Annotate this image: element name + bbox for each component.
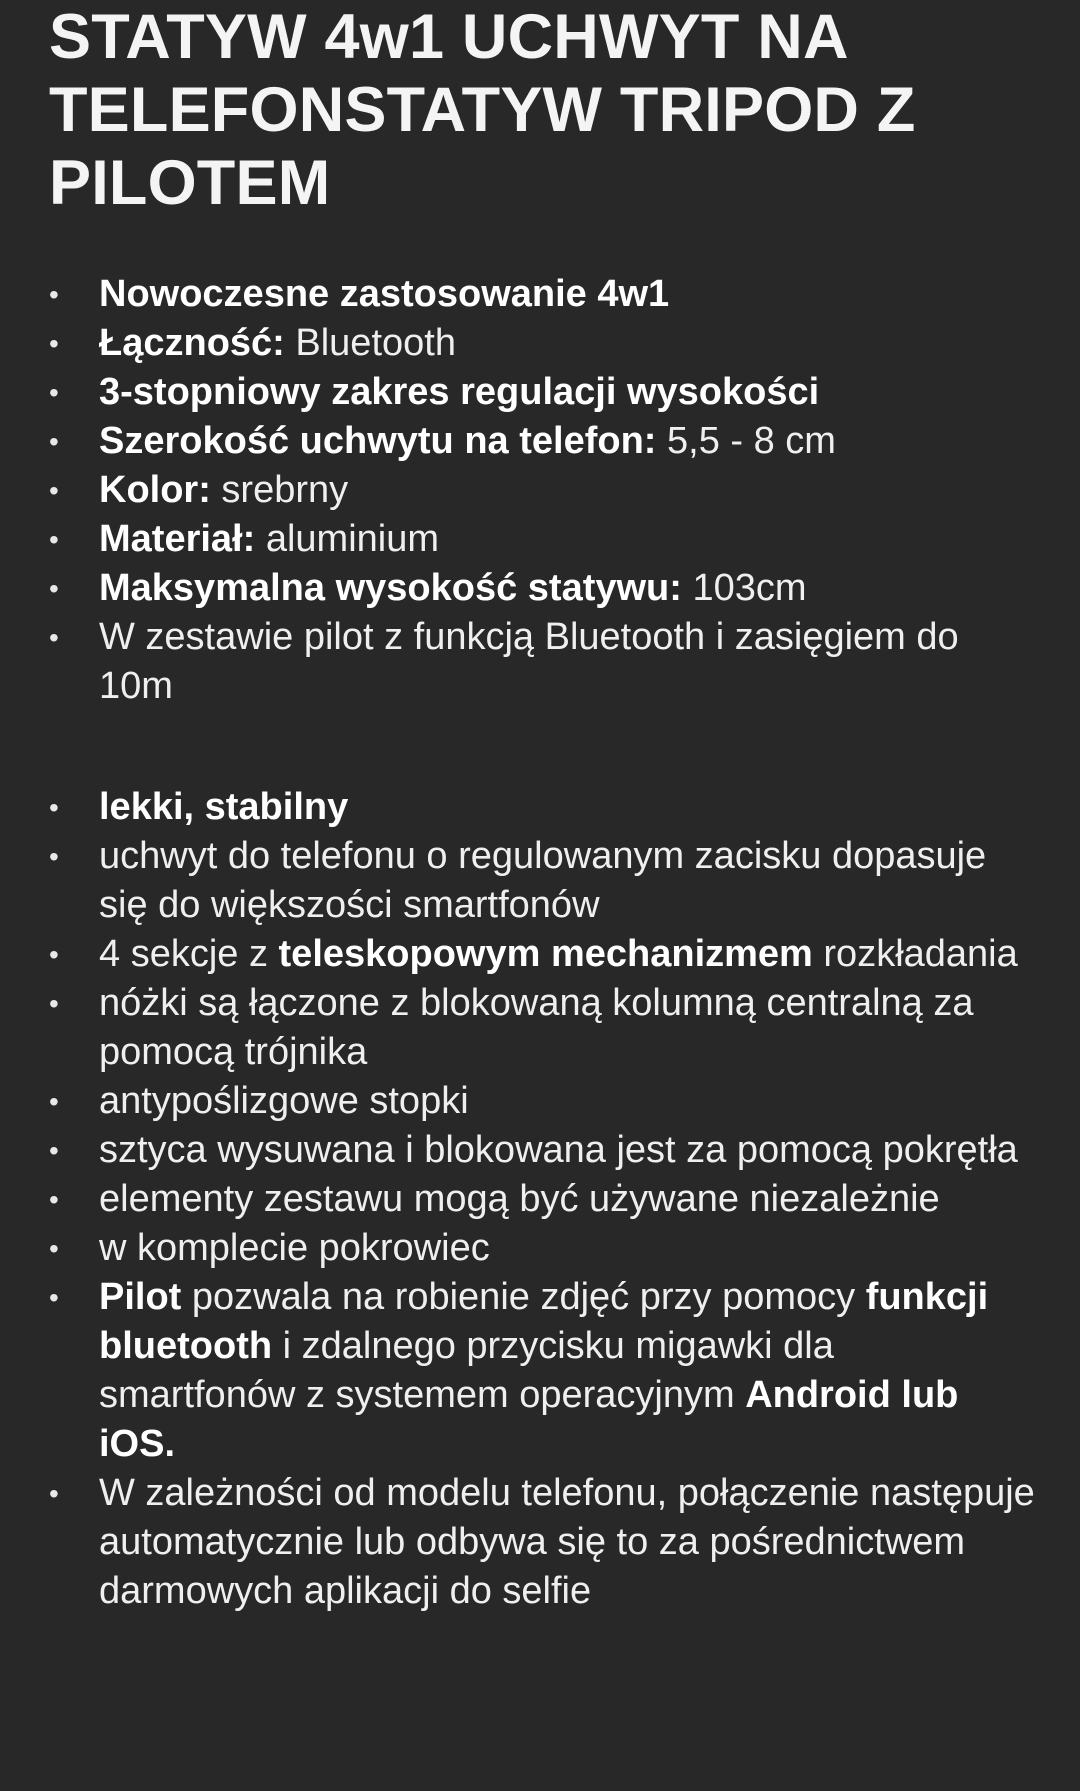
list-item [49, 270, 1040, 319]
item-text: rozkładania [812, 933, 1018, 975]
item-label: Nowoczesne zastosowanie 4w1 [99, 273, 670, 315]
list-item [49, 832, 1040, 930]
list-item [49, 930, 1040, 979]
item-text: pozwala na robienie zdjęć przy pomocy [181, 1276, 866, 1318]
item-text: uchwyt do telefonu o regulowanym zacisku dopasuje się do większości smartfonów [99, 835, 987, 926]
item-emphasis: teleskopowym mechanizmem [278, 933, 813, 975]
list-item [49, 1126, 1040, 1175]
item-text: W zestawie pilot z funkcją Bluetooth i zasięgiem do 10m [99, 616, 959, 707]
list-item [49, 1224, 1040, 1273]
list-item [49, 466, 1040, 515]
item-label: Łączność: [99, 322, 285, 364]
item-label: Kolor: [99, 469, 211, 511]
item-text: i zdalnego przycisku migawki dla smartfonów z systemem operacyjnym [99, 1325, 834, 1416]
item-value: srebrny [210, 469, 349, 511]
item-emphasis: Android lub iOS. [99, 1374, 959, 1465]
item-label: lekki, stabilny [99, 786, 349, 828]
item-text: antypoślizgowe stopki [99, 1080, 469, 1122]
item-emphasis: funkcji bluetooth [99, 1276, 989, 1367]
item-text: w komplecie pokrowiec [99, 1227, 490, 1269]
item-emphasis: Pilot [99, 1276, 182, 1318]
item-value: 103cm [681, 567, 807, 609]
item-text: 4 sekcje z [99, 933, 279, 975]
list-item [49, 1273, 1040, 1469]
list-item [49, 564, 1040, 613]
item-label: 3-stopniowy zakres regulacji wysokości [99, 371, 820, 413]
list-item [49, 417, 1040, 466]
item-value: 5,5 - 8 cm [656, 420, 836, 462]
feature-list-details [49, 783, 1040, 1616]
feature-list-specs [49, 270, 1040, 711]
list-item [49, 783, 1040, 832]
item-text: nóżki są łączone z blokowaną kolumną centralną za pomocą trójnika [99, 982, 974, 1073]
item-value: Bluetooth [284, 322, 456, 364]
list-item [49, 319, 1040, 368]
list-item [49, 368, 1040, 417]
product-title: STATYW 4w1 UCHWYT NA TELEFONSTATYW TRIPOD Z PILOTEM [49, 2, 916, 218]
item-text: sztyca wysuwana i blokowana jest za pomocą pokrętła [99, 1129, 1018, 1171]
list-item [49, 1175, 1040, 1224]
item-label: Maksymalna wysokość statywu: [99, 567, 682, 609]
item-text: elementy zestawu mogą być używane niezależnie [99, 1178, 940, 1220]
item-value: aluminium [255, 518, 440, 560]
item-label: Materiał: [99, 518, 256, 560]
list-item [49, 1077, 1040, 1126]
item-label: Szerokość uchwytu na telefon: [99, 420, 657, 462]
list-item [49, 515, 1040, 564]
item-text: W zależności od modelu telefonu, połączenie następuje automatycznie lub odbywa się to za pośrednictwem darmowych aplikacji do selfie [99, 1472, 1035, 1612]
list-item [49, 613, 1040, 711]
list-item [49, 979, 1040, 1077]
list-item [49, 1469, 1040, 1616]
